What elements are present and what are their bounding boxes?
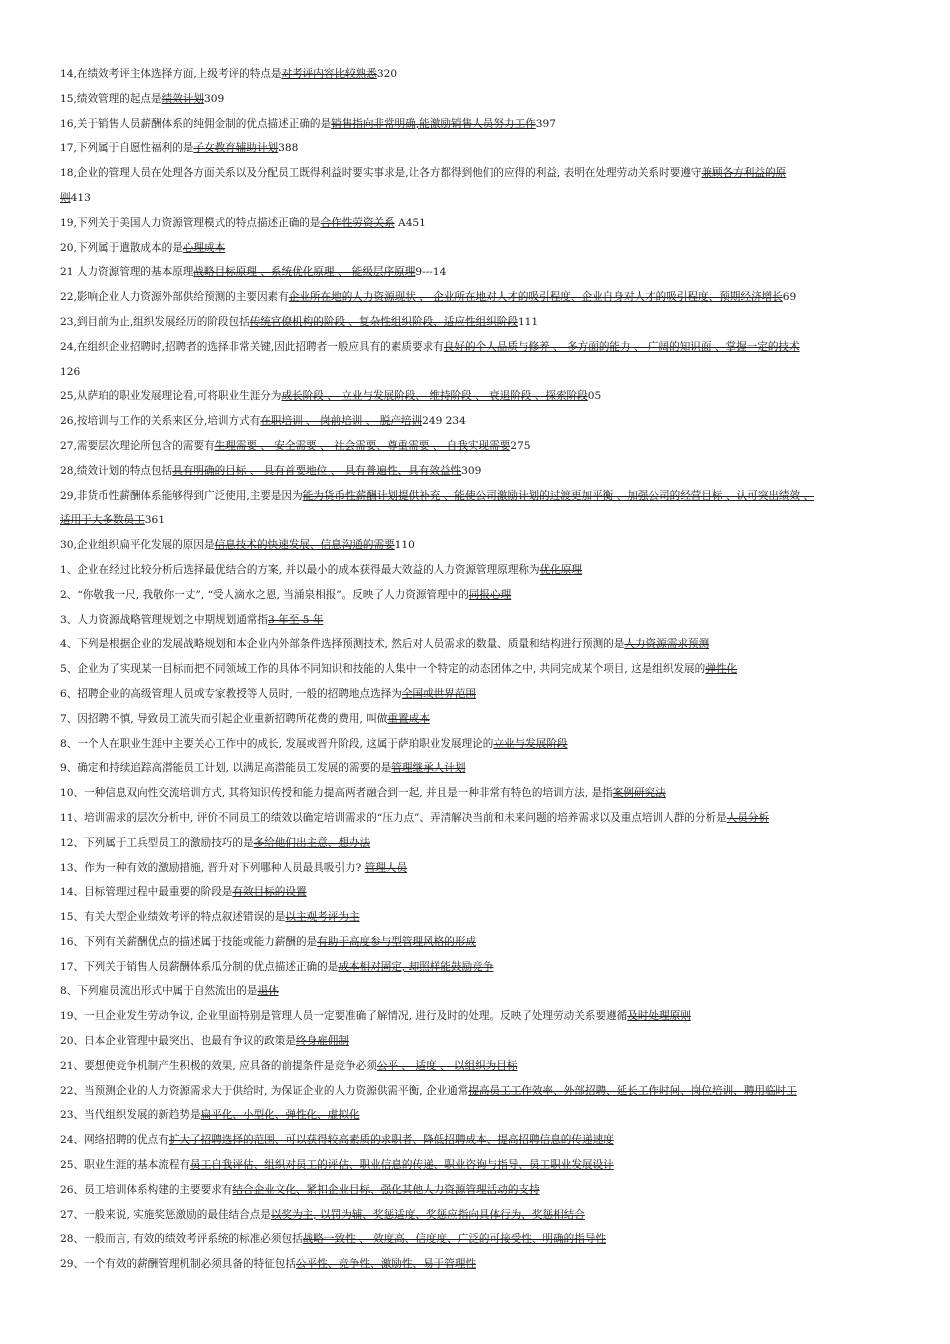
question-line xyxy=(60,583,898,608)
page-ref: 9---14 xyxy=(415,266,447,279)
page-ref: 397 xyxy=(535,117,556,130)
question-text: 19、一旦企业发生劳动争议, 企业里面特别是管理人员一定要准确了解情况, 进行及时的处理。反映了处理劳动关系要遵循 xyxy=(60,1010,628,1023)
answer-text: 适用于大多数员工 xyxy=(60,514,145,527)
answer-text: 及时处理原则 xyxy=(627,1010,691,1023)
question-line xyxy=(60,136,898,161)
answer-text: 公平 、 适度 、 以组织为目标 xyxy=(376,1059,518,1072)
question-text: 27,需要层次理论所包含的需要有 xyxy=(60,439,215,452)
answer-text: 结合企业文化、紧扣企业目标、强化其他人力资源管理活动的支持 xyxy=(232,1183,540,1196)
question-text: 25、职业生涯的基本流程有 xyxy=(60,1159,191,1172)
question-line xyxy=(60,484,898,509)
question-line xyxy=(60,384,898,409)
page-ref: 69 xyxy=(782,291,797,304)
question-line xyxy=(60,260,898,285)
question-text: 17、下列关于销售人员薪酬体系瓜分制的优点描述正确的是 xyxy=(60,960,339,973)
question-text: 10、一种信息双向性交流培训方式, 其将知识传授和能力提高两者融合到一起, 并且是一种非常有特色的培训方法, 是指 xyxy=(60,787,613,800)
question-text: 2、“你敬我一尺, 我敬你一丈”, “受人滴水之恩, 当涌泉相报”。反映了人力资源管理中的 xyxy=(60,588,469,601)
answer-text: 优化原理 xyxy=(539,563,582,576)
question-line xyxy=(60,856,898,881)
question-line xyxy=(60,161,898,186)
answer-text: 扩大了招聘选择的范围、可以获得较高素质的求职者、降低招聘成本、提高招聘信息的传递速度 xyxy=(168,1134,614,1147)
question-text: 5、企业为了实现某一目标而把不同领域工作的具体不同知识和技能的人集中一个特定的动态团体之中, 共同完成某个项目, 这是组织发展的 xyxy=(60,663,706,676)
question-text: 25,从萨珀的职业发展理论看,可将职业生涯分为 xyxy=(60,390,282,403)
answer-text: 3 年至 5 年 xyxy=(268,613,324,626)
question-line xyxy=(60,682,898,707)
question-line xyxy=(60,285,898,310)
question-text: 29,非货币性薪酬体系能够得到广泛使用,主要是因为 xyxy=(60,489,303,502)
answer-text: 管理继承人计划 xyxy=(391,762,466,775)
question-line xyxy=(60,1054,898,1079)
answer-text: 公平性、竞争性、激励性、易于管理性 xyxy=(295,1258,477,1271)
question-line xyxy=(60,1203,898,1228)
answer-text: 成长阶段 、 立业与发展阶段、 维持阶段 、 衰退阶段 、探索阶段 xyxy=(281,390,588,403)
answer-text: 战略一致性 、 效度高、信度度、广泛的可接受性、明确的指导性 xyxy=(302,1233,607,1246)
question-line xyxy=(60,930,898,955)
question-text: 18,企业的管理人员在处理各方面关系以及分配员工既得利益时要实事求是,让各方都得到他们的应得的利益, 表明在处理劳动关系时要遵守 xyxy=(60,167,702,180)
question-line xyxy=(60,112,898,137)
question-text: 11、培训需求的层次分析中, 评价不同员工的绩效以确定培训需求的“压力点”、弄清解决当前和未来问题的培养需求以及重点培训人群的分析是 xyxy=(60,811,727,824)
question-line xyxy=(60,979,898,1004)
answer-text: 信息技术的快速发展、信息沟通的需要 xyxy=(214,539,395,552)
question-text: 1、企业在经过比较分析后选择最优结合的方案, 并以最小的成本获得最大效益的人力资源管理原理称为 xyxy=(60,563,540,576)
question-line xyxy=(60,880,898,905)
answer-text: 以奖为主, 以罚为辅、奖惩适度、奖惩应指向具体行为、奖惩相结合 xyxy=(270,1208,585,1221)
question-list xyxy=(60,62,898,1277)
question-line xyxy=(60,186,898,211)
answer-text: 销售指向非常明确,能激励销售人员努力工作 xyxy=(331,117,536,130)
question-text: 12、下列属于工兵型员工的激励技巧的是 xyxy=(60,836,254,849)
question-line xyxy=(60,657,898,682)
question-text: 21 人力资源管理的基本原理 xyxy=(60,266,194,279)
answer-text: 人力资源需求预测 xyxy=(624,638,710,651)
page-ref: 05 xyxy=(587,390,602,403)
answer-text: 人员分析 xyxy=(726,811,770,824)
question-text: 16、下列有关薪酬优点的描述属于技能或能力薪酬的是 xyxy=(60,935,318,948)
question-line xyxy=(60,87,898,112)
answer-text: 有助于高度参与型管理风格的形成 xyxy=(317,935,477,948)
answer-text: 生理需要 、 安全需要 、 社会需要、尊重需要 、 自我实现需要 xyxy=(214,439,511,452)
answer-text: 传统官僚机构的阶段 、复杂性组织阶段、适应性组织阶段 xyxy=(249,315,518,328)
answer-text: 以主观考评为主 xyxy=(285,911,360,924)
question-line xyxy=(60,632,898,657)
question-line xyxy=(60,211,898,236)
question-text: 20,下列属于遣散成本的是 xyxy=(60,241,183,254)
page-ref: 320 xyxy=(376,68,398,80)
question-text: 15、有关大型企业绩效考评的特点叙述错误的是 xyxy=(60,911,286,924)
answer-text: 全国或世界范围 xyxy=(401,687,477,700)
question-text: 22、当预测企业的人力资源需求大于供给时, 为保证企业的人力资源供需平衡, 企业通常 xyxy=(60,1084,469,1097)
answer-text: 良好的个人品质与修养 、 多方面的能力 、 广阔的知识面 、掌握一定的技术 xyxy=(443,340,800,353)
page-ref: 388 xyxy=(278,142,299,155)
answer-text: 子女教育辅助计划 xyxy=(193,142,279,155)
question-line xyxy=(60,1178,898,1203)
question-line xyxy=(60,459,898,484)
question-text: 24,在组织企业招聘时,招聘者的选择非常关键,因此招聘者一般应具有的素质要求有 xyxy=(60,340,444,353)
answer-text: 合作性劳资关系 xyxy=(320,216,395,229)
question-text: 7、因招聘不慎, 导致员工流失而引起企业重新招聘所花费的费用, 叫做 xyxy=(60,712,388,725)
answer-text: 退休 xyxy=(257,985,279,998)
answer-text: 在职培训 、 岗前培训 、 脱产培训 xyxy=(260,415,423,428)
answer-text: 立业与发展阶段 xyxy=(493,737,568,750)
answer-text: 战略目标原理 、系统优化原理 、 能级层序原理 xyxy=(193,266,416,279)
question-text: 4、下列是根据企业的发展战略规划和本企业内外部条件选择预测技术, 然后对人员需求的数量、质量和结构进行预测的是 xyxy=(60,638,625,651)
question-line xyxy=(60,1227,898,1252)
answer-text: 绩效计划 xyxy=(161,92,204,105)
question-line xyxy=(60,781,898,806)
answer-text: 多给他们出主意、想办法 xyxy=(253,836,371,849)
question-line xyxy=(60,533,898,558)
answer-text: 案例研究法 xyxy=(612,787,666,800)
question-line xyxy=(60,1128,898,1153)
question-text: 14、目标管理过程中最重要的阶段是 xyxy=(60,886,233,899)
page-ref: 111 xyxy=(517,315,539,328)
question-text: 29、一个有效的薪酬管理机制必须具备的特征包括 xyxy=(60,1258,296,1271)
answer-text: 同报心理 xyxy=(468,588,512,601)
question-line xyxy=(60,1004,898,1029)
question-text: 8、一个人在职业生涯中主要关心工作中的成长, 发展或晋升阶段, 这属于萨珀职业发展理论的 xyxy=(60,737,494,750)
question-line xyxy=(60,905,898,930)
question-text: 26、员工培训体系构建的主要要求有 xyxy=(60,1183,233,1196)
question-text: 20、日本企业管理中最突出、也最有争议的政策是 xyxy=(60,1035,296,1048)
page-ref: 275 xyxy=(510,439,531,452)
answer-text: 企业所在地的人力资源现状 、 企业所在地对人才的吸引程度、企业自身对人才的吸引程度、预期经济增长 xyxy=(288,291,783,304)
answer-text: 兼顾各方利益的原 xyxy=(701,167,787,180)
answer-text: 心理成本 xyxy=(182,241,226,254)
answer-text: 具有明确的目标 、 具有首要地位 、 具有普遍性、具有效益性 xyxy=(172,464,462,477)
question-line xyxy=(60,360,898,385)
question-text: 13、作为一种有效的激励措施, 晋升对下列哪种人员最具吸引力? xyxy=(60,861,365,874)
question-line xyxy=(60,831,898,856)
question-text: 22,影响企业人力资源外部供给预测的主要因素有 xyxy=(60,291,289,304)
question-text: 30,企业组织扁平化发展的原因是 xyxy=(60,539,215,552)
question-text: 126 xyxy=(60,365,81,378)
question-line xyxy=(60,1153,898,1178)
question-text: 27、一般来说, 实施奖惩激励的最佳结合点是 xyxy=(60,1208,271,1221)
question-line xyxy=(60,1029,898,1054)
answer-text: 终身雇佣制 xyxy=(295,1035,349,1048)
question-line xyxy=(60,1079,898,1104)
question-line xyxy=(60,955,898,980)
answer-text: 则 xyxy=(60,191,71,204)
answer-text: 重置成本 xyxy=(387,712,430,725)
question-line xyxy=(60,1103,898,1128)
question-text: 8、下列雇员流出形式中属于自然流出的是 xyxy=(60,985,258,998)
page-ref: 249 234 xyxy=(422,415,466,428)
answer-text: 提高员工工作效率、外部招聘、延长工作时间、岗位培训、聘用临时工 xyxy=(468,1084,797,1097)
answer-text: 成本相对固定, 却照样能鼓励竞争 xyxy=(338,960,494,973)
answer-text: 能为货币性薪酬计划提供补充 、能使公司激励计划的过渡更加平衡 、加强公司的经营目标 、认可突出绩效 、 xyxy=(302,489,815,502)
question-text: 6、招聘企业的高级管理人员或专家教授等人员时, 一般的招聘地点选择为 xyxy=(60,687,402,700)
page-ref: A451 xyxy=(394,216,426,229)
question-line xyxy=(60,434,898,459)
page-ref: 110 xyxy=(394,539,415,552)
question-line xyxy=(60,1252,898,1277)
answer-text: 有效目标的设置 xyxy=(232,886,307,899)
question-line xyxy=(60,608,898,633)
question-line xyxy=(60,558,898,583)
question-line xyxy=(60,236,898,261)
question-text: 9、确定和持续追踪高潜能员工计划, 以满足高潜能员工发展的需要的是 xyxy=(60,762,392,775)
question-text: 16,关于销售人员薪酬体系的纯佣金制的优点描述正确的是 xyxy=(60,117,332,130)
answer-text: 扁平化、小型化、弹性化、虚拟化 xyxy=(200,1109,360,1122)
question-line xyxy=(60,732,898,757)
question-text: 23,到目前为止,组织发展经历的阶段包括 xyxy=(60,315,250,328)
question-line xyxy=(60,508,898,533)
answer-text: 管理人员 xyxy=(364,861,408,874)
question-line xyxy=(60,335,898,360)
question-text: 24、网络招聘的优点有 xyxy=(60,1134,169,1147)
question-line xyxy=(60,409,898,434)
question-line xyxy=(60,707,898,732)
page-ref: 309 xyxy=(203,92,225,105)
question-text: 26,按培训与工作的关系来区分,培训方式有 xyxy=(60,415,261,428)
question-text: 28,绩效计划的特点包括 xyxy=(60,464,173,477)
question-line xyxy=(60,756,898,781)
question-text: 15,绩效管理的起点是 xyxy=(60,92,162,105)
question-text: 19,下列关于美国人力资源管理模式的特点描述正确的是 xyxy=(60,216,321,229)
question-line xyxy=(60,62,898,87)
page-ref: 309 xyxy=(461,464,482,477)
page-ref: 361 xyxy=(144,514,165,527)
answer-text: 对考评内容比较熟悉 xyxy=(281,68,377,80)
question-line xyxy=(60,310,898,335)
answer-text: 员工自我评估、组织对员工的评估、职业信息的传递、职业咨询与指导、员工职业发展设计 xyxy=(190,1159,614,1172)
answer-text: 弹性化 xyxy=(705,663,738,676)
page-ref: 413 xyxy=(70,191,91,204)
question-text: 17,下列属于自愿性福利的是 xyxy=(60,142,194,155)
question-line xyxy=(60,806,898,831)
question-text: 23、当代组织发展的新趋势是 xyxy=(60,1109,201,1122)
question-text: 21、要想使竞争机制产生积极的效果, 应具备的前提条件是竞争必须 xyxy=(60,1059,377,1072)
question-text: 3、人力资源战略管理规划之中期规划通常指 xyxy=(60,613,269,626)
question-text: 28、一般而言, 有效的绩效考评系统的标准必须包括 xyxy=(60,1233,303,1246)
question-text: 14,在绩效考评主体选择方面,上级考评的特点是 xyxy=(60,68,282,80)
